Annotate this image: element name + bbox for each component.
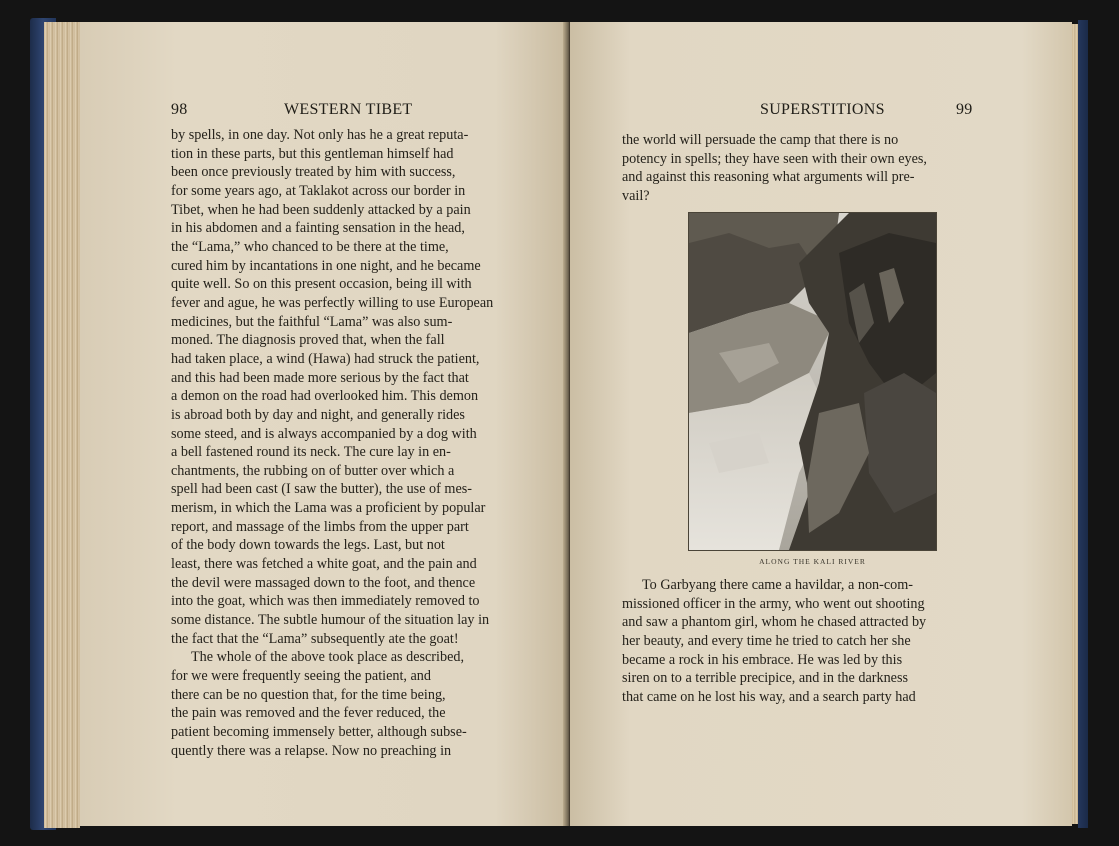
text-line: for we were frequently seeing the patient, and [171,668,431,685]
text-line: cured him by incantations in one night, and he became [171,257,481,274]
text-line: the world will persuade the camp that there is no [622,132,899,148]
text-line: potency in spells; they have seen with their own eyes, [622,150,927,167]
text-line: and this had been made more serious by the fact that [171,369,469,386]
text-line: the “Lama,” who chanced to be there at the time, [171,238,449,255]
text-line: quently there was a relapse. Now no preaching in [171,742,452,759]
text-line: fever and ague, he was perfectly willing to use European [171,294,494,311]
right-running-head: SUPERSTITIONS [760,101,885,118]
text-line: siren on to a terrible precipice, and in the darkness [622,670,909,687]
right-body-text-top [622,131,962,206]
page-edges-left [44,22,80,828]
plate-caption: ALONG THE KALI RIVER [759,557,866,566]
text-line: became a rock in his embrace. He was led by this [622,651,903,668]
text-line: some steed, and is always accompanied by a dog with [171,425,477,442]
photograph-plate [688,212,937,551]
text-line: and against this reasoning what arguments will pre- [622,169,915,186]
text-line: a demon on the road had overlooked him. This demon [171,388,479,405]
text-line: into the goat, which was then immediately removed to [171,593,480,610]
left-paragraph-2 [171,648,505,760]
text-line: there can be no question that, for the time being, [171,686,446,703]
left-paragraph-1 [171,126,505,648]
text-line: patient becoming immensely better, although subse- [171,724,467,740]
text-line: for some years ago, at Taklakot across our border in [171,182,466,199]
text-line: least, there was fetched a white goat, and the pain and [171,556,477,573]
text-line: the devil were massaged down to the foot, and thence [171,574,476,591]
text-line: Tibet, when he had been suddenly attacked by a pain [171,201,471,218]
text-line: chantments, the rubbing on of butter over which a [171,462,455,479]
left-body-text [171,126,505,760]
text-line: and saw a phantom girl, whom he chased attracted by [622,614,927,631]
text-line: the fact that the “Lama” subsequently ate the goat! [171,630,459,647]
text-line: medicines, but the faithful “Lama” was also sum- [171,313,453,330]
text-line: The whole of the above took place as described, [191,649,465,666]
text-line: merism, in which the Lama was a proficient by popular [171,500,486,517]
book-cover-right [1078,20,1088,828]
text-line: in his abdomen and a fainting sensation in the head, [171,220,465,237]
text-line: some distance. The subtle humour of the situation lay in [171,612,490,629]
text-line: had taken place, a wind (Hawa) had struck the patient, [171,350,480,367]
text-line: been once previously treated by him with success, [171,164,456,181]
right-body-text-bottom [622,576,962,707]
right-page-number: 99 [956,101,973,118]
text-line: spell had been cast (I saw the butter), the use of mes- [171,481,472,498]
text-line: quite well. So on this present occasion, being ill with [171,276,472,293]
text-line: To Garbyang there came a havildar, a non-com- [642,577,914,593]
text-line: tion in these parts, but this gentleman himself had [171,145,454,162]
text-line: a bell fastened round its neck. The cure lay in en- [171,444,451,461]
text-line: her beauty, and every time he tried to catch her she [622,632,911,649]
text-line: the pain was removed and the fever reduced, the [171,705,446,722]
text-line: report, and massage of the limbs from the upper part [171,518,469,535]
text-line: missioned officer in the army, who went out shooting [622,595,925,612]
text-line: moned. The diagnosis proved that, when the fall [171,332,445,349]
river-gorge-photo [689,213,936,550]
text-line: that came on he lost his way, and a search party had [622,688,916,705]
text-line: vail? [622,187,650,204]
left-page-number: 98 [171,101,188,118]
text-line: of the body down towards the legs. Last, but not [171,537,445,554]
left-running-head: WESTERN TIBET [284,101,413,118]
text-line: is abroad both by day and night, and generally rides [171,406,465,423]
text-line: by spells, in one day. Not only has he a great reputa- [171,127,469,143]
